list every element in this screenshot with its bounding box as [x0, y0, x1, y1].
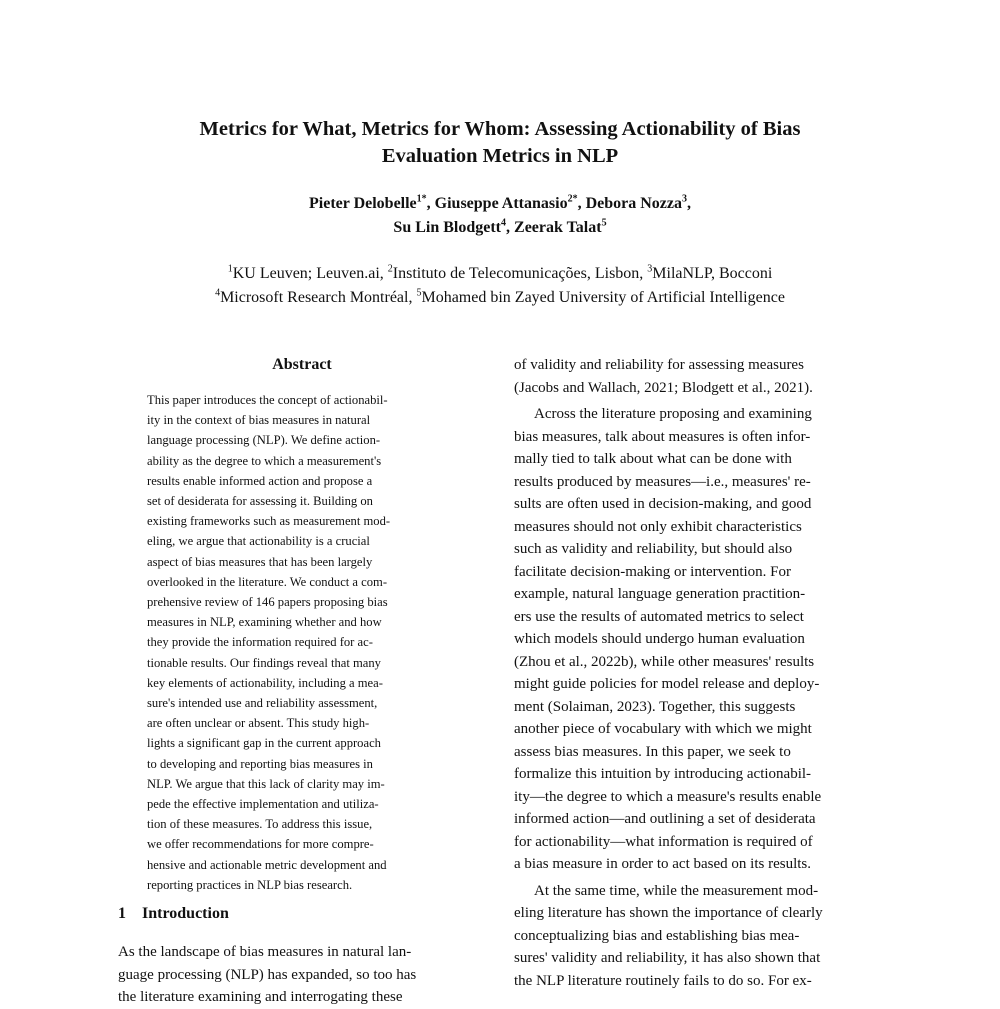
body-line: results produced by measures—i.e., measures' re-: [514, 473, 811, 490]
affil-mark: 3: [647, 263, 653, 275]
affil-text: MilaNLP, Bocconi: [652, 265, 773, 282]
author-line-2: Su Lin Blodgett$^4$, Zeerak Talat$^5$: [393, 217, 607, 236]
abstract-line: to developing and reporting bias measures in: [147, 756, 373, 771]
abstract-line: reporting practices in NLP bias research.: [147, 877, 353, 892]
section-title: Introduction: [142, 905, 229, 922]
abstract-line: hensive and actionable metric development and: [147, 857, 387, 872]
abstract-line: NLP. We argue that this lack of clarity may im-: [147, 776, 385, 791]
body-line: the NLP literature routinely fails to do so. For ex-: [514, 972, 812, 989]
author-name: Zeerak Talat: [514, 219, 602, 236]
affil-text: KU Leuven; Leuven.ai,: [232, 265, 388, 282]
affil-text: Microsoft Research Montréal,: [220, 289, 417, 306]
section-heading-introduction: [118, 905, 229, 923]
body-line: facilitate decision-making or intervention. For: [514, 563, 792, 580]
abstract-line: This paper introduces the concept of actionabil-: [147, 393, 388, 407]
affil-text: Mohamed bin Zayed University of Artificial Intelligence: [421, 289, 785, 306]
affil-text: Instituto de Telecomunicações, Lisbon,: [392, 265, 648, 282]
body-line: another piece of vocabulary with which we might: [514, 721, 812, 737]
body-line: for actionability—what information is required of: [514, 833, 813, 850]
affiliation-line-2: [0, 286, 1000, 310]
body-line: of validity and reliability for assessing measures: [514, 357, 804, 373]
abstract-heading: Abstract: [272, 356, 332, 373]
abstract-line: overlooked in the literature. We conduct a com-: [147, 574, 388, 589]
affil-mark: 4: [215, 287, 221, 299]
body-line: assess bias measures. In this paper, we seek to: [514, 743, 791, 760]
abstract-body: [147, 390, 462, 895]
abstract-line: results enable informed action and propose a: [147, 473, 373, 488]
body-line: conceptualizing bias and establishing bias mea-: [514, 927, 800, 944]
author-name: Debora Nozza: [585, 195, 682, 212]
abstract-line: tion of these measures. To address this issue,: [147, 817, 373, 832]
intro-line: guage processing (NLP) has expanded, so too has: [118, 966, 417, 983]
body-line: ity—the degree to which a measure's results enable: [514, 788, 822, 805]
affiliation-line-1: [0, 262, 1000, 286]
body-line: such as validity and reliability, but should also: [514, 541, 793, 557]
body-line: might guide policies for model release and deploy-: [514, 676, 820, 692]
author-affil-mark: 4: [501, 217, 507, 229]
abstract-line: are often unclear or absent. This study high-: [147, 716, 370, 731]
abstract-line: they provide the information required for ac-: [147, 635, 373, 650]
abstract-line: ity in the context of bias measures in natural: [147, 413, 371, 428]
abstract-line: sure's intended use and reliability assessment,: [147, 696, 378, 711]
affil-mark: 5: [416, 287, 422, 299]
abstract-line: key elements of actionability, including a mea-: [147, 675, 383, 690]
affil-mark: 2: [387, 263, 393, 275]
body-line: ment (Solaiman, 2023). Together, this suggests: [514, 698, 796, 715]
affil-mark: 1: [227, 263, 233, 275]
body-line: formalize this intuition by introducing actionabil-: [514, 766, 812, 782]
paper-title: [0, 116, 1000, 170]
abstract-line: tionable results. Our findings reveal that many: [147, 655, 381, 670]
body-line: (Jacobs and Wallach, 2021; Blodgett et al., 2021).: [514, 379, 813, 396]
author-affil-mark: 1*: [416, 193, 427, 205]
author-affil-mark: 3: [682, 193, 687, 205]
body-line: sures' validity and reliability, it has also shown that: [514, 950, 821, 966]
author-name: Pieter Delobelle: [309, 195, 417, 212]
abstract-line: set of desiderata for assessing it. Building on: [147, 494, 373, 509]
author-list: [0, 192, 1000, 240]
body-line: At the same time, while the measurement mod-: [534, 882, 819, 899]
abstract-line: eling, we argue that actionability is a crucial: [147, 534, 370, 549]
author-affil-mark: 5: [601, 217, 607, 229]
abstract-line: we offer recommendations for more compre-: [147, 837, 374, 852]
abstract-line: ability as the degree to which a measurement's: [147, 453, 382, 468]
body-line: example, natural language generation practition-: [514, 586, 806, 602]
body-line: mally tied to talk about what can be done with: [514, 451, 792, 467]
body-line: ers use the results of automated metrics to select: [514, 608, 804, 625]
abstract-line: language processing (NLP). We define action-: [147, 433, 381, 448]
author-name: Giuseppe Attanasio: [434, 195, 568, 212]
title-line: Metrics for What, Metrics for Whom: Assessing Actionability of Bias: [199, 118, 801, 140]
intro-line: the literature examining and interrogating these: [118, 989, 403, 1005]
abstract-line: pede the effective implementation and utiliza-: [147, 797, 379, 812]
body-line: informed action—and outlining a set of desiderata: [514, 811, 816, 827]
body-line: (Zhou et al., 2022b), while other measures' results: [514, 653, 815, 670]
section-number: 1: [118, 905, 126, 922]
body-line: sults are often used in decision-making, and good: [514, 496, 812, 512]
abstract-line: measures in NLP, examining whether and how: [147, 615, 382, 630]
abstract-line: aspect of bias measures that has been largely: [147, 554, 373, 569]
body-line: eling literature has shown the importance of clearly: [514, 905, 823, 921]
abstract-line: prehensive review of 146 papers proposing bias: [147, 595, 388, 610]
introduction-body: [118, 941, 488, 1009]
body-line: bias measures, talk about measures is often infor-: [514, 428, 811, 445]
body-line: a bias measure in order to act based on its results.: [514, 856, 811, 872]
body-line: which models should undergo human evaluation: [514, 631, 805, 647]
right-column-body: [514, 354, 884, 992]
title-line: Evaluation Metrics in NLP: [381, 145, 619, 167]
author-affil-mark: 2*: [567, 193, 578, 205]
abstract-line: existing frameworks such as measurement mod-: [147, 514, 391, 529]
affiliations: [0, 262, 1000, 310]
author-line-1: Pieter Delobelle$^{1*}$, Giuseppe Attanasio$^{2*}$, Debora Nozza$^3$,: [309, 193, 691, 212]
intro-line: As the landscape of bias measures in natural lan-: [118, 944, 412, 960]
body-line: Across the literature proposing and examining: [534, 406, 812, 422]
abstract-line: lights a significant gap in the current approach: [147, 736, 381, 751]
author-name: Su Lin Blodgett: [393, 219, 502, 236]
body-line: measures should not only exhibit characteristics: [514, 518, 802, 535]
